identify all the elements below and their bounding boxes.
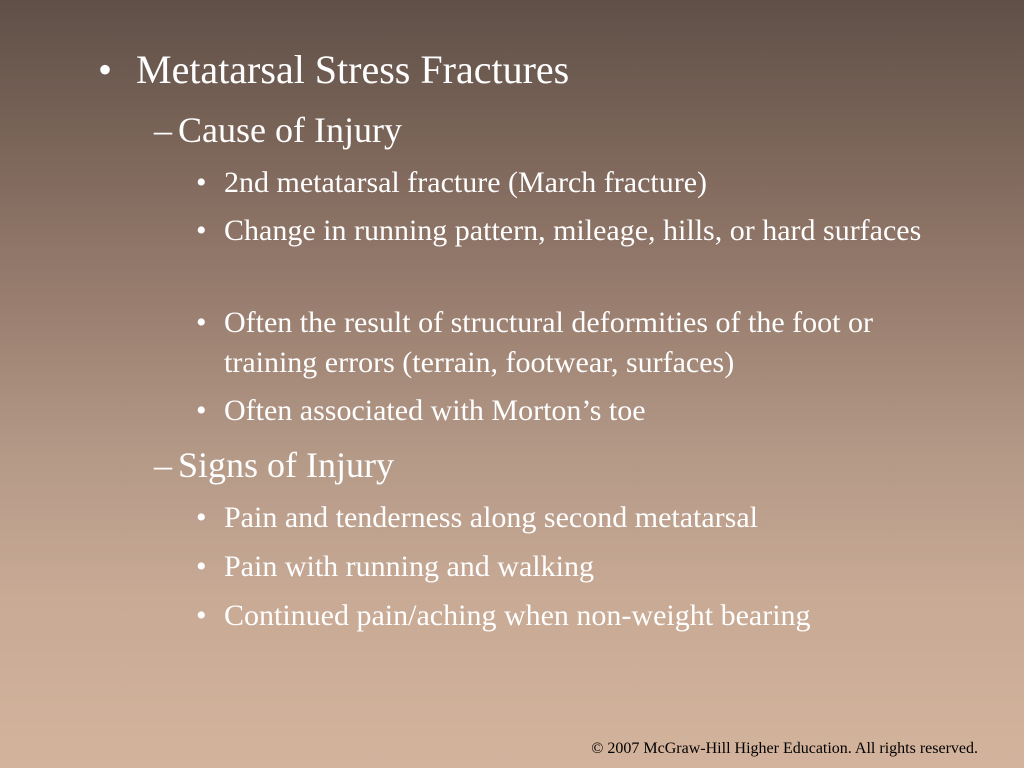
list-item [196, 498, 926, 538]
list-item [196, 547, 926, 587]
list-item-text: 2nd metatarsal fracture (March fracture) [224, 166, 708, 199]
title-bullet: • [98, 47, 113, 92]
list-item-text: Pain and tenderness along second metatarsal [224, 501, 758, 534]
section-heading-cause [154, 112, 402, 148]
list-item [196, 391, 926, 431]
list-item-text: Change in running pattern, mileage, hills, or hard surfaces [224, 214, 922, 247]
item-bullet: • [196, 394, 207, 427]
copyright-footer: © 2007 McGraw-Hill Higher Education. All rights reserved. [591, 740, 978, 757]
section-dash: – [154, 110, 172, 150]
section-heading-signs [154, 447, 394, 483]
item-bullet: • [196, 166, 207, 199]
item-bullet: • [196, 599, 207, 632]
item-bullet: • [196, 550, 207, 583]
list-item-text: Continued pain/aching when non-weight bearing [224, 599, 811, 632]
list-item [196, 596, 926, 636]
list-item [196, 303, 926, 383]
list-item-text: Often the result of structural deformities of the foot or training errors (terrain, footwear, surfaces) [224, 306, 873, 379]
list-item-text: Often associated with Morton’s toe [224, 394, 646, 427]
section-heading-text: Cause of Injury [178, 110, 402, 150]
list-item-text: Pain with running and walking [224, 550, 594, 583]
list-item [196, 211, 926, 251]
item-bullet: • [196, 214, 207, 247]
section-dash: – [154, 445, 172, 485]
section-heading-text: Signs of Injury [178, 445, 394, 485]
item-bullet: • [196, 501, 207, 534]
slide-title: Metatarsal Stress Fractures [136, 47, 570, 92]
title-bullet-row [98, 47, 570, 92]
list-item [196, 163, 926, 203]
item-bullet: • [196, 306, 207, 339]
